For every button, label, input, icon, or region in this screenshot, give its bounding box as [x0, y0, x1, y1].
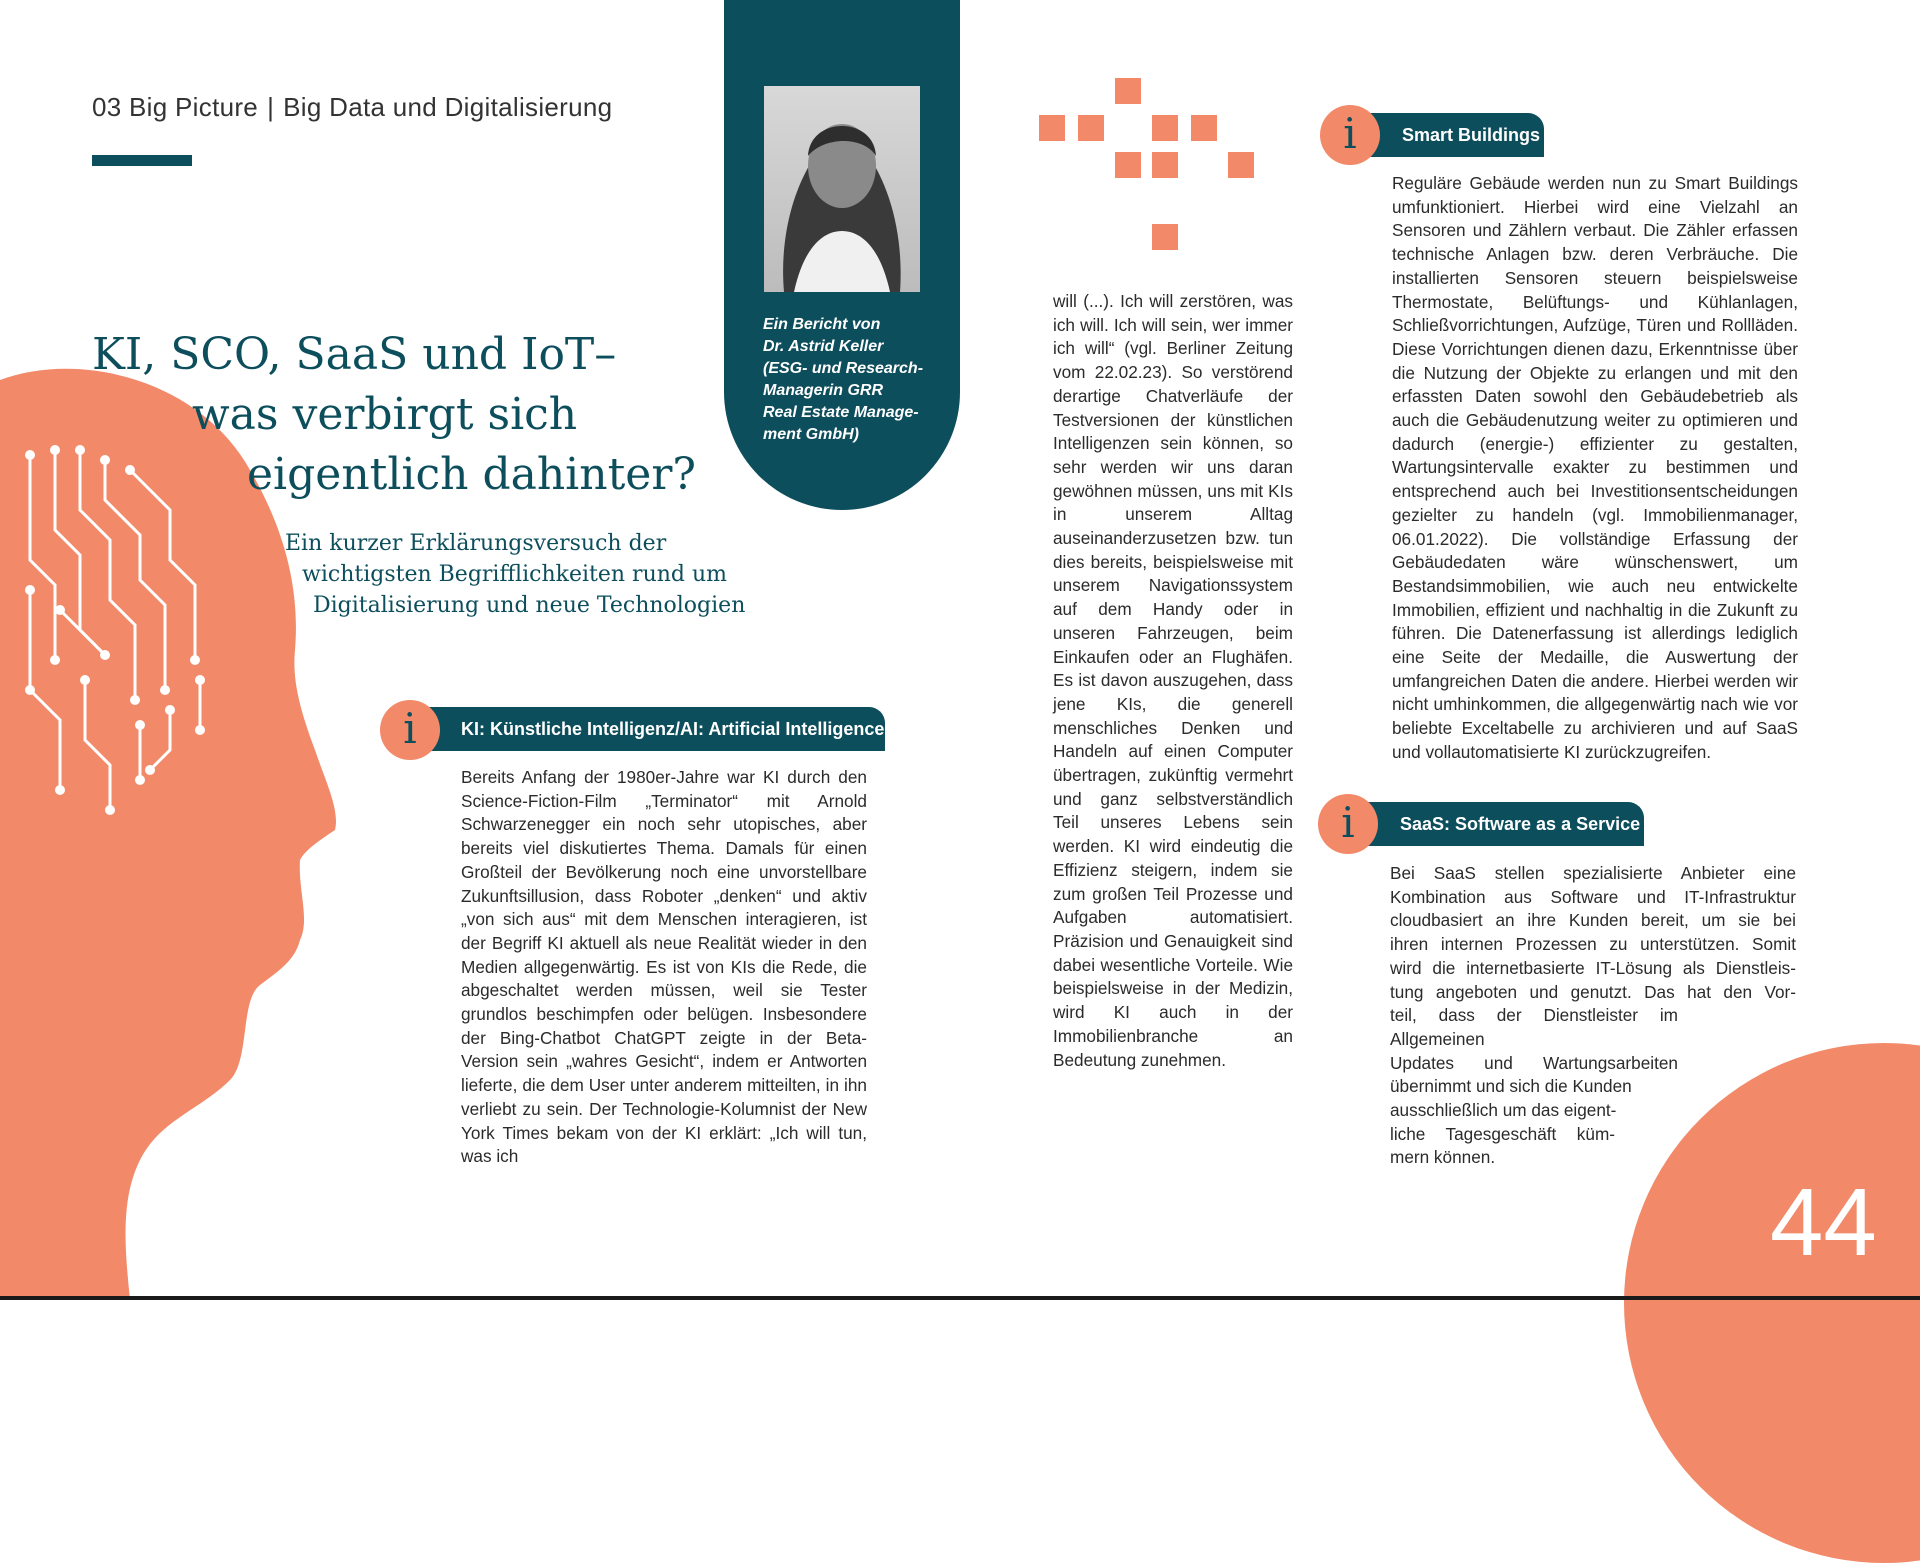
author-line: Dr. Astrid Keller: [763, 338, 884, 355]
decor-square: [1152, 224, 1178, 250]
running-header: [92, 92, 612, 123]
ki-text-continued: will (...). Ich will zerstören, was ich will. Ich will sein, wer immer ich will“ (vgl. Berliner Zeitung vom 22.02.23). So verstörend derartige Chatverläufe der Testversionen der künstlichen Intelligenzen sein können, so sehr werden wir uns daran gewöhnen müssen, uns mit KIs in unserem Alltag auseinanderzusetzen bzw. tun dies bereits, beispielsweise mit unserem Navigationssystem auf dem Handy oder in unseren Fahrzeugen, beim Einkaufen oder an Flughäfen. Es ist davon auszugehen, dass jene KIs, die generell menschliches Denken und Handeln auf einen Computer übertragen, zukünftig vermehrt und ganz selbstverständlich Teil unseres Lebens sein werden. KI wird eindeutig die Effizienz steigern, indem sie zum großen Teil Prozesse und Aufgaben automatisiert. Präzision und Genauigkeit sind dabei wesentliche Vorteile. Wie beispielsweise in der Medizin, wird KI auch in der Immobilienbranche an Bedeutung zunehmen.: [1053, 291, 1293, 1070]
smart-buildings-title: Smart Buildings: [1356, 113, 1544, 157]
decor-square: [1115, 78, 1141, 104]
decor-square: [1078, 115, 1104, 141]
saas-line: Kombination aus Software und IT-Infrastruktur: [1390, 886, 1796, 907]
decor-square: [1191, 115, 1217, 141]
decor-square: [1152, 115, 1178, 141]
saas-line: cloudbasiert an ihre Kunden bereit, um sie bei: [1390, 910, 1796, 931]
smart-buildings-text: Reguläre Gebäude werden nun zu Smart Buildings umfunktioniert. Hierbei wird eine Vielzahl an Sensoren und Zählern verbaut. Die Zähler erfassen technische Anlagen bzw. deren Verbräuche. Die installierten Sensoren steuern beispielsweise Thermostate, Belüftungs- und Kühlanlagen, Schließvorrichtungen, Aufzüge, Türen und Rollläden. Diese Vorrichtungen dienen dazu, Erkenntnisse über die Nutzung der Objekte zu erlangen und mit den erfassten Daten sowohl den Gebäudebetrieb als auch die Gebäudenutzung weiter zu optimieren und dadurch (energie-) effizienter zu gestalten, Wartungsintervalle exakter zu bestimmen und entsprechend auch bei Investitionsentscheidungen gezielter zu handeln (vgl. Immobilienmanager, 06.01.2022). Die vollständige Erfassung der Gebäudedaten wäre wünschenswert, um Bestandsimmobilien, wie auch neu entwickelte Immobilien, effizient und nachhaltig in die Zukunft zu führen. Die Datenerfassung ist allerdings lediglich eine Seite der Medaille, die Auswertung der umfangreichen Daten die andere. Hierbei werden wir nicht umhinkommen, die allgegenwärtig nach wie vor beliebte Exceltabelle zu archivieren und auf SaaS und vollautomatisierte KI zurückzugreifen.: [1392, 173, 1798, 762]
subtitle-line-2: wichtigsten Begrifflichkeiten rund um: [302, 562, 728, 587]
decor-square: [1039, 115, 1065, 141]
ki-box-text: Bereits Anfang der 1980er-Jahre war KI durch den Science-Fiction-Film „Terminator“ mit Arnold Schwarzenegger ein noch sehr utopisches, aber bereits viel diskutiertes Thema. Damals für einen Großteil der Bevölkerung noch eine unvorstellbare Zukunftsillusion, dass Roboter „denken“ und aktiv „von sich aus“ mit dem Menschen interagieren, ist der Begriff KI aktuell als neue Realität wieder in den Medien allgegenwärtig. Es ist von KIs die Rede, die abgeschaltet werden müssen, weil sie Tester grundlos beschimpfen oder belügen. Insbesondere der Bing-Chatbot ChatGPT zeigte in der Beta-Version sein „wahres Gesicht“, indem er Antworten lieferte, die dem User unter anderem mitteilten, in ihn verliebt zu sein. Der Technologie-Kolumnist der New York Times bekam von der KI erklärt: „Ich will tun, was ich: [461, 767, 867, 1167]
saas-line: Updates und Wartungsarbeiten: [1390, 1052, 1678, 1073]
saas-line: mern können.: [1390, 1147, 1496, 1168]
decor-square: [1152, 152, 1178, 178]
author-line: (ESG- und Research-: [763, 360, 924, 377]
saas-line: teil, dass der Dienstleister im Allgemeinen: [1390, 1005, 1678, 1049]
saas-line: tung angeboten und genutzt. Das hat den Vor-: [1390, 981, 1796, 1002]
subtitle-line-3: Digitalisierung und neue Technologien: [313, 593, 746, 618]
saas-line: liche Tagesgeschäft küm-: [1390, 1123, 1615, 1144]
title-line-2: was verbirgt sich: [192, 389, 578, 440]
author-line: ment GmbH): [763, 426, 859, 443]
title-line-1: KI, SCO, SaaS und IoT–: [92, 329, 617, 380]
header-rule: [92, 155, 192, 166]
author-panel: [724, 0, 960, 510]
info-icon: i: [1320, 105, 1380, 165]
header-topic: Big Data und Digitalisierung: [283, 92, 613, 122]
saas-line: wird die internetbasierte IT-Lösung als Dienstleis-: [1390, 957, 1796, 978]
saas-line: ihren internen Prozessen zu unterstützen. Somit: [1390, 934, 1796, 955]
author-line: Managerin GRR: [763, 382, 884, 399]
header-separator: |: [267, 92, 275, 122]
header-section: 03 Big Picture: [92, 92, 259, 122]
saas-box-title: SaaS: Software as a Service: [1354, 802, 1644, 846]
author-credit: [763, 314, 953, 446]
saas-box-text: [1390, 862, 1796, 1170]
subtitle-line-1: Ein kurzer Erklärungsversuch der: [285, 531, 667, 556]
title-line-3: eigentlich dahinter?: [247, 449, 696, 500]
saas-line: Bei SaaS stellen spezialisierte Anbieter eine: [1390, 863, 1796, 883]
article-title: [92, 325, 732, 505]
saas-line: übernimmt und sich die Kunden: [1390, 1076, 1632, 1097]
bottom-border: [0, 1296, 1920, 1300]
page-number: 44: [1770, 1169, 1877, 1276]
decor-square: [1115, 152, 1141, 178]
saas-line: ausschließlich um das eigent-: [1390, 1100, 1617, 1121]
decor-square: [1228, 152, 1254, 178]
author-line: Ein Bericht von: [763, 316, 881, 333]
author-portrait-icon: [764, 86, 920, 292]
pixel-decoration: [1035, 75, 1260, 255]
info-icon: i: [1318, 794, 1378, 854]
ki-box-title: KI: Künstliche Intelligenz/AI: Artificial Intelligence: [415, 707, 885, 751]
info-icon: i: [380, 700, 440, 760]
article-subtitle: [285, 528, 765, 621]
author-photo: [764, 86, 920, 292]
author-line: Real Estate Manage-: [763, 404, 919, 421]
